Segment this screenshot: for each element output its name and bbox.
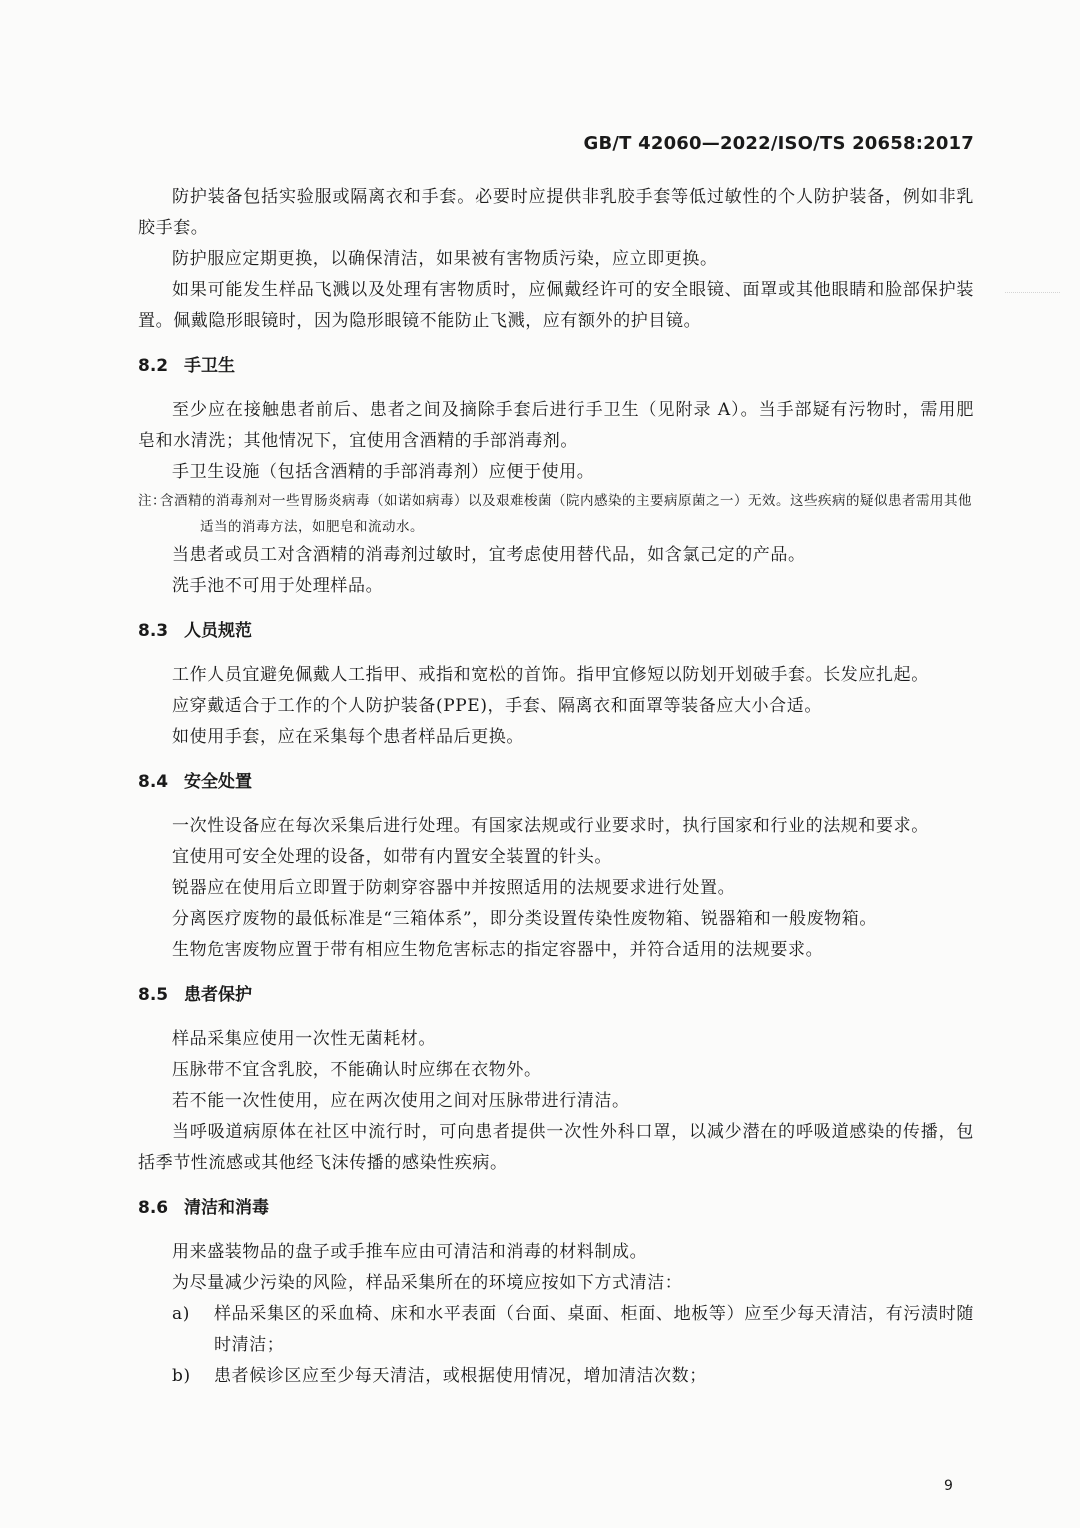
list-item [138, 1361, 974, 1392]
page-content [138, 182, 974, 1392]
paragraph: 用来盛装物品的盘子或手推车应由可清洁和消毒的材料制成。 [172, 1242, 648, 1262]
list-marker: b) [172, 1366, 191, 1386]
section-number: 8.4 [138, 772, 169, 792]
paragraph: 工作人员宜避免佩戴人工指甲、戒指和宽松的首饰。指甲宜修短以防划开划破手套。长发应扎起。 [172, 665, 929, 685]
section-heading-8-4 [138, 770, 974, 794]
section-title: 患者保护 [184, 985, 252, 1005]
paragraph: 防护装备包括实验服或隔离衣和手套。必要时应提供非乳胶手套等低过敏性的个人防护装备，例如非乳胶手套。 [138, 187, 974, 238]
paragraph: 样品采集应使用一次性无菌耗材。 [172, 1029, 436, 1049]
list-marker: a) [172, 1304, 190, 1324]
paragraph: 洗手池不可用于处理样品。 [172, 576, 384, 596]
paragraph: 宜使用可安全处理的设备，如带有内置安全装置的针头。 [172, 847, 612, 867]
section-title: 人员规范 [184, 621, 252, 641]
paragraph: 一次性设备应在每次采集后进行处理。有国家法规或行业要求时，执行国家和行业的法规和要求。 [172, 816, 929, 836]
section-number: 8.6 [138, 1198, 169, 1218]
note [138, 488, 974, 540]
section-title: 清洁和消毒 [184, 1198, 269, 1218]
paragraph: 分离医疗废物的最低标准是“三箱体系”，即分类设置传染性废物箱、锐器箱和一般废物箱。 [172, 909, 877, 929]
section-heading-8-5 [138, 983, 974, 1007]
section-heading-8-2 [138, 354, 974, 378]
list-item-text: 患者候诊区应至少每天清洁，或根据使用情况，增加清洁次数； [214, 1366, 707, 1386]
section-heading-8-6 [138, 1196, 974, 1220]
note-text: 含酒精的消毒剂对一些胃肠炎病毒（如诺如病毒）以及艰难梭菌（院内感染的主要病原菌之一）无效。这些疾病的疑似患者需用其他适当的消毒方法，如肥皂和流动水。 [160, 493, 972, 535]
section-title: 安全处置 [184, 772, 252, 792]
paragraph: 当呼吸道病原体在社区中流行时，可向患者提供一次性外科口罩，以减少潜在的呼吸道感染的传播，包括季节性流感或其他经飞沫传播的感染性疾病。 [138, 1122, 974, 1173]
paragraph: 防护服应定期更换，以确保清洁，如果被有害物质污染，应立即更换。 [172, 249, 718, 269]
paragraph: 为尽量减少污染的风险，样品采集所在的环境应按如下方式清洁： [172, 1273, 683, 1293]
paragraph: 至少应在接触患者前后、患者之间及摘除手套后进行手卫生（见附录 A）。当手部疑有污物时，需用肥皂和水清洗；其他情况下，宜使用含酒精的手部消毒剂。 [138, 400, 974, 451]
list-item-text: 样品采集区的采血椅、床和水平表面（台面、桌面、柜面、地板等）应至少每天清洁，有污渍时随时清洁； [214, 1304, 974, 1355]
paragraph: 生物危害废物应置于带有相应生物危害标志的指定容器中，并符合适用的法规要求。 [172, 940, 824, 960]
section-heading-8-3 [138, 619, 974, 643]
section-number: 8.5 [138, 985, 169, 1005]
list-item [138, 1299, 974, 1361]
paragraph: 锐器应在使用后立即置于防刺穿容器中并按照适用的法规要求进行处置。 [172, 878, 736, 898]
scan-artifact [1005, 292, 1060, 299]
section-number: 8.2 [138, 356, 169, 376]
paragraph: 若不能一次性使用，应在两次使用之间对压脉带进行清洁。 [172, 1091, 630, 1111]
paragraph: 如果可能发生样品飞溅以及处理有害物质时，应佩戴经许可的安全眼镜、面罩或其他眼睛和脸部保护装置。佩戴隐形眼镜时，因为隐形眼镜不能防止飞溅，应有额外的护目镜。 [138, 280, 974, 331]
paragraph: 手卫生设施（包括含酒精的手部消毒剂）应便于使用。 [172, 462, 595, 482]
paragraph: 应穿戴适合于工作的个人防护装备(PPE)，手套、隔离衣和面罩等装备应大小合适。 [172, 696, 822, 716]
paragraph: 压脉带不宜含乳胶，不能确认时应绑在衣物外。 [172, 1060, 542, 1080]
standard-code: GB/T 42060—2022/ISO/TS 20658:2017 [583, 133, 974, 154]
paragraph: 当患者或员工对含酒精的消毒剂过敏时，宜考虑使用替代品，如含氯己定的产品。 [172, 545, 806, 565]
section-title: 手卫生 [184, 356, 235, 376]
page-number: 9 [944, 1478, 953, 1494]
paragraph: 如使用手套，应在采集每个患者样品后更换。 [172, 727, 524, 747]
note-label: 注： [138, 493, 166, 509]
section-number: 8.3 [138, 621, 169, 641]
